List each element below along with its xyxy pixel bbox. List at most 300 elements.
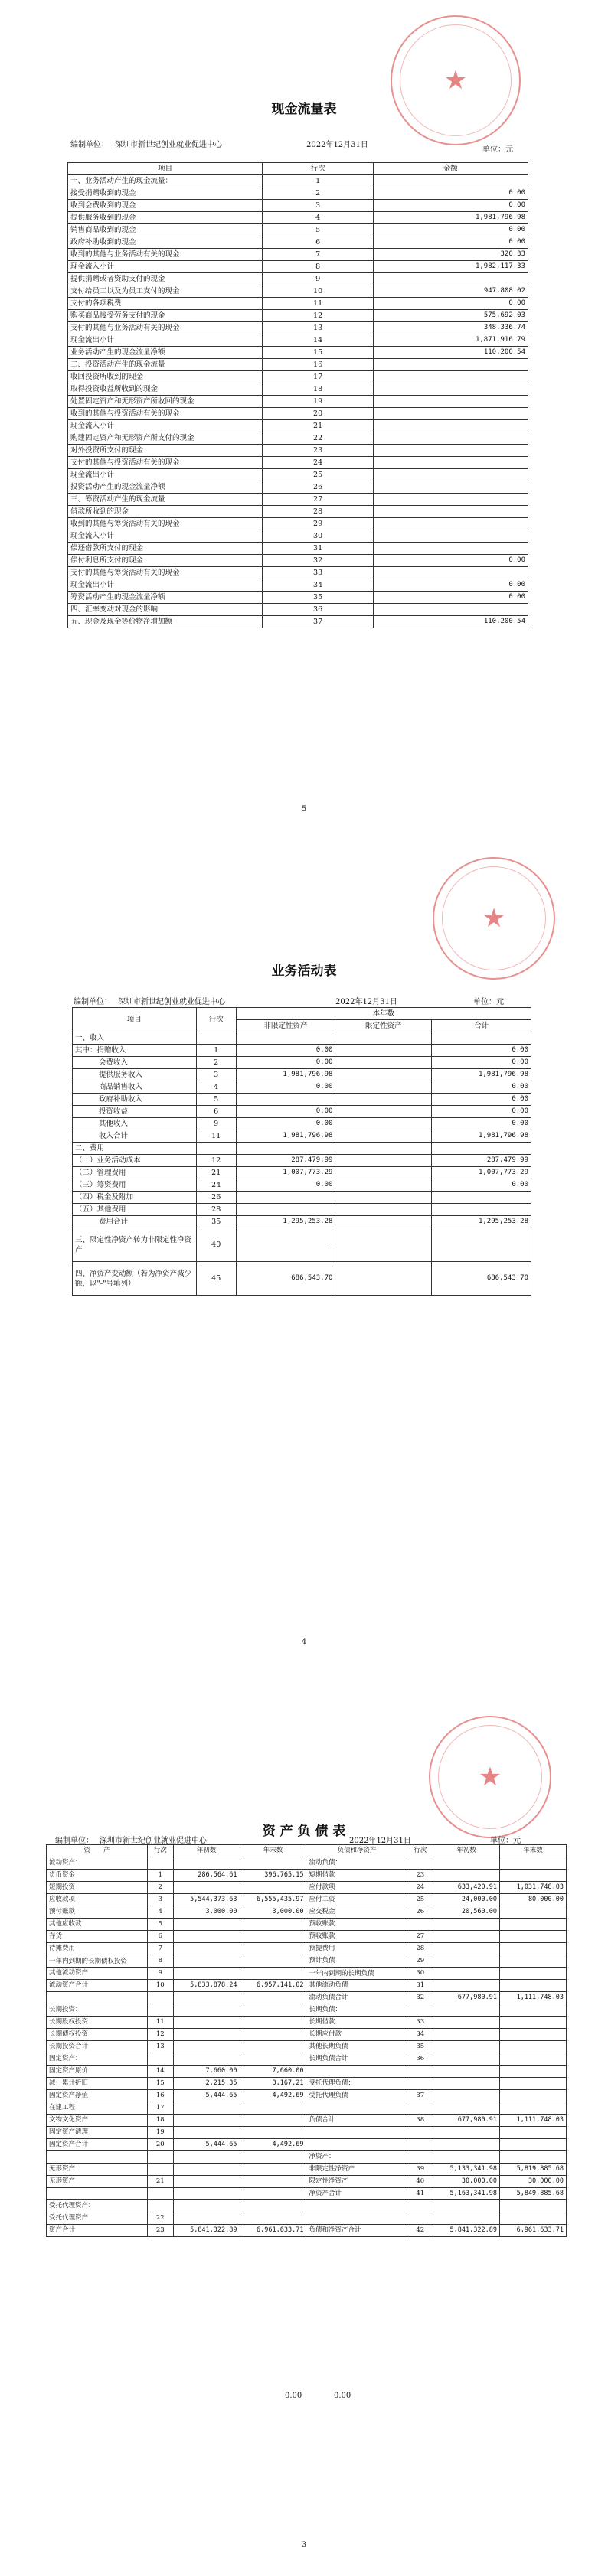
- row-item: 费用合计: [73, 1216, 197, 1228]
- liab-begin: [433, 1968, 500, 1980]
- row-amount: 1,871,916.79: [373, 334, 528, 347]
- col-header-amount: 金额: [373, 163, 528, 175]
- asset-item: 固定资产合计: [47, 2139, 148, 2151]
- table-row: [68, 322, 528, 334]
- row-amount: 0.00: [373, 579, 528, 592]
- liab-end: [499, 1968, 566, 1980]
- asset-line: 15: [148, 2078, 174, 2090]
- liab-begin: [433, 2102, 500, 2115]
- asset-item: 短期投资: [47, 1882, 148, 1894]
- row-line-no: 45: [196, 1262, 236, 1296]
- asset-item: 长期债权投资: [47, 2029, 148, 2041]
- asset-begin: [173, 1857, 240, 1870]
- asset-end: 3,167.21: [240, 2078, 306, 2090]
- table-row: [68, 359, 528, 371]
- table-row: [68, 236, 528, 249]
- asset-item: 在建工程: [47, 2102, 148, 2115]
- row-line-no: 34: [263, 579, 374, 592]
- table-row: [47, 2041, 567, 2053]
- table-row: [73, 1155, 531, 1167]
- row-unrestricted: 0.00: [236, 1179, 335, 1192]
- row-item: 偿付利息所支付的现金: [68, 555, 263, 567]
- liab-item: 净资产：: [306, 2151, 407, 2164]
- row-restricted: [335, 1216, 432, 1228]
- liab-end: [499, 1919, 566, 1931]
- asset-item: 固定资产净值: [47, 2090, 148, 2102]
- cash-flow-org-label: 编制单位： 深圳市新世纪创业就业促进中心: [70, 141, 222, 149]
- liab-item: 应付工资: [306, 1894, 407, 1906]
- table-row: [73, 1094, 531, 1106]
- row-line-no: 28: [196, 1204, 236, 1216]
- table-row: [47, 2017, 567, 2029]
- table-row: [68, 261, 528, 273]
- cash-flow-date: 2022年12月31日: [306, 141, 368, 149]
- liab-begin: [433, 2029, 500, 2041]
- liab-end: [499, 1870, 566, 1882]
- row-item: 收回投资所收到的现金: [68, 371, 263, 383]
- liab-line: 40: [407, 2176, 433, 2188]
- row-line-no: 12: [263, 310, 374, 322]
- asset-line: 13: [148, 2041, 174, 2053]
- row-amount: [373, 175, 528, 187]
- row-line-no: 9: [263, 273, 374, 285]
- row-item: 业务活动产生的现金流量净额: [68, 347, 263, 359]
- liab-end: 1,111,748.03: [499, 2115, 566, 2127]
- row-unrestricted: 1,007,773.29: [236, 1167, 335, 1179]
- table-row: [68, 285, 528, 298]
- asset-line: 18: [148, 2115, 174, 2127]
- asset-end: [240, 2188, 306, 2200]
- liab-line: 30: [407, 1968, 433, 1980]
- row-line-no: 22: [263, 432, 374, 445]
- liab-begin: [433, 1955, 500, 1968]
- liab-end: [499, 1857, 566, 1870]
- row-amount: [373, 518, 528, 530]
- table-row: [47, 1870, 567, 1882]
- row-line-no: 36: [263, 604, 374, 616]
- liab-line: 29: [407, 1955, 433, 1968]
- row-total: 0.00: [432, 1179, 531, 1192]
- table-row: [68, 604, 528, 616]
- row-item: 取得投资收益所收到的现金: [68, 383, 263, 396]
- row-line-no: 27: [263, 494, 374, 506]
- row-line-no: 13: [263, 322, 374, 334]
- row-item: 一、收入: [73, 1032, 197, 1045]
- liab-line: [407, 2066, 433, 2078]
- row-unrestricted: —: [236, 1228, 335, 1262]
- liab-begin: [433, 2127, 500, 2139]
- liab-end: 80,000.00: [499, 1894, 566, 1906]
- asset-item: 长期投资合计: [47, 2041, 148, 2053]
- liab-end: [499, 2078, 566, 2090]
- row-total: [432, 1228, 531, 1262]
- liab-begin: [433, 2004, 500, 2017]
- balance-date: 2022年12月31日: [349, 1837, 411, 1845]
- liab-begin: 30,000.00: [433, 2176, 500, 2188]
- row-amount: 0.00: [373, 592, 528, 604]
- balance-sheet-title: 资 产 负 债 表: [262, 1824, 346, 1839]
- liab-line: [407, 2004, 433, 2017]
- liab-item: 负债合计: [306, 2115, 407, 2127]
- row-item: 会费收入: [73, 1057, 197, 1069]
- table-row: [68, 383, 528, 396]
- table-row: [68, 420, 528, 432]
- asset-begin: [173, 1943, 240, 1955]
- row-item: 支付给员工以及为员工支付的现金: [68, 285, 263, 298]
- asset-item: 无形资产: [47, 2176, 148, 2188]
- liab-begin: 633,420.91: [433, 1882, 500, 1894]
- asset-line: 16: [148, 2090, 174, 2102]
- table-row: [47, 1955, 567, 1968]
- row-total: 1,295,253.28: [432, 1216, 531, 1228]
- row-amount: 0.00: [373, 555, 528, 567]
- col-header-item: 项目: [73, 1008, 197, 1032]
- asset-item: 文物文化资产: [47, 2115, 148, 2127]
- table-row: [68, 371, 528, 383]
- row-amount: [373, 457, 528, 469]
- row-line-no: 21: [196, 1167, 236, 1179]
- table-row: [68, 187, 528, 200]
- asset-item: 存货: [47, 1931, 148, 1943]
- liab-begin: [433, 1943, 500, 1955]
- row-amount: [373, 481, 528, 494]
- liab-end: [499, 2066, 566, 2078]
- row-amount: [373, 530, 528, 543]
- asset-item: 货币资金: [47, 1870, 148, 1882]
- asset-line: 3: [148, 1894, 174, 1906]
- asset-item: [47, 2151, 148, 2164]
- asset-item: [47, 1992, 148, 2004]
- asset-item: [47, 2188, 148, 2200]
- liab-line: 32: [407, 1992, 433, 2004]
- row-line-no: 5: [263, 224, 374, 236]
- row-amount: [373, 604, 528, 616]
- row-unrestricted: 0.00: [236, 1081, 335, 1094]
- row-amount: 575,692.03: [373, 310, 528, 322]
- col-header-restricted: 限定性资产: [335, 1020, 432, 1032]
- row-line-no: 14: [263, 334, 374, 347]
- liab-begin: [433, 1980, 500, 1992]
- liab-begin: [433, 1931, 500, 1943]
- asset-begin: [173, 1882, 240, 1894]
- asset-end: [240, 2102, 306, 2115]
- liab-line: 25: [407, 1894, 433, 1906]
- asset-line: [148, 2053, 174, 2066]
- row-item: （五）其他费用: [73, 1204, 197, 1216]
- row-line-no: 23: [263, 445, 374, 457]
- liab-item: 应付款项: [306, 1882, 407, 1894]
- row-line-no: 28: [263, 506, 374, 518]
- table-row: [47, 2225, 567, 2237]
- liab-item: 流动负债合计: [306, 1992, 407, 2004]
- col-header-line: 行次: [263, 163, 374, 175]
- table-row: [68, 396, 528, 408]
- asset-end: [240, 1968, 306, 1980]
- col-header-assets-0: 资 产: [47, 1845, 148, 1857]
- asset-begin: [173, 2200, 240, 2212]
- asset-item: 一年内到期的长期债权投资: [47, 1955, 148, 1968]
- row-item: 二、费用: [73, 1143, 197, 1155]
- liab-item: 受托代理负债：: [306, 2078, 407, 2090]
- liab-begin: [433, 2053, 500, 2066]
- asset-line: [148, 2004, 174, 2017]
- liab-item: 受托代理负债: [306, 2090, 407, 2102]
- table-row: [68, 543, 528, 555]
- asset-end: [240, 2151, 306, 2164]
- row-amount: [373, 371, 528, 383]
- liab-begin: [433, 2066, 500, 2078]
- table-row: [68, 249, 528, 261]
- asset-line: 11: [148, 2017, 174, 2029]
- liab-begin: 677,980.91: [433, 1992, 500, 2004]
- liab-line: 41: [407, 2188, 433, 2200]
- row-item: 筹资活动产生的现金流量净额: [68, 592, 263, 604]
- table-row: [68, 432, 528, 445]
- col-header-line-5: 行次: [407, 1845, 433, 1857]
- row-item: 收入合计: [73, 1130, 197, 1143]
- liab-line: 31: [407, 1980, 433, 1992]
- row-amount: [373, 420, 528, 432]
- asset-end: 6,957,141.02: [240, 1980, 306, 1992]
- asset-line: 22: [148, 2212, 174, 2225]
- row-amount: [373, 567, 528, 579]
- table-row: [47, 1931, 567, 1943]
- table-row: [47, 2066, 567, 2078]
- liab-line: 24: [407, 1882, 433, 1894]
- row-unrestricted: 287,479.99: [236, 1155, 335, 1167]
- table-row: [68, 175, 528, 187]
- row-line-no: 16: [263, 359, 374, 371]
- table-row: [68, 334, 528, 347]
- col-header-item: 项目: [68, 163, 263, 175]
- row-line-no: 24: [263, 457, 374, 469]
- row-item: 四、净资产变动额（若为净资产减少额，以"-"号填列）: [73, 1262, 197, 1296]
- asset-end: [240, 2127, 306, 2139]
- row-item: 政府补助收到的现金: [68, 236, 263, 249]
- asset-begin: [173, 2127, 240, 2139]
- asset-line: 20: [148, 2139, 174, 2151]
- row-item: 购买商品接受劳务支付的现金: [68, 310, 263, 322]
- row-unrestricted: [236, 1032, 335, 1045]
- liab-end: [499, 2090, 566, 2102]
- liab-end: 1,111,748.03: [499, 1992, 566, 2004]
- table-row: [68, 212, 528, 224]
- table-row: [73, 1192, 531, 1204]
- row-line-no: 7: [263, 249, 374, 261]
- col-header-total: 合计: [432, 1020, 531, 1032]
- row-item: 政府补助收入: [73, 1094, 197, 1106]
- liab-line: 26: [407, 1906, 433, 1919]
- asset-begin: 286,564.61: [173, 1870, 240, 1882]
- asset-end: 4,492.69: [240, 2139, 306, 2151]
- liab-line: [407, 2102, 433, 2115]
- row-restricted: [335, 1057, 432, 1069]
- liab-line: 28: [407, 1943, 433, 1955]
- row-line-no: 12: [196, 1155, 236, 1167]
- asset-begin: 2,215.35: [173, 2078, 240, 2090]
- asset-end: [240, 2017, 306, 2029]
- table-row: [47, 2176, 567, 2188]
- asset-line: 8: [148, 1955, 174, 1968]
- col-header-line: 行次: [196, 1008, 236, 1032]
- asset-begin: [173, 2164, 240, 2176]
- row-item: 提供服务收入: [73, 1069, 197, 1081]
- liab-item: [306, 2066, 407, 2078]
- asset-begin: 5,833,878.24: [173, 1980, 240, 1992]
- row-line-no: 26: [196, 1192, 236, 1204]
- row-restricted: [335, 1045, 432, 1057]
- liab-item: 短期借款: [306, 1870, 407, 1882]
- asset-line: 5: [148, 1919, 174, 1931]
- liab-begin: [433, 2139, 500, 2151]
- table-row: [47, 2029, 567, 2041]
- asset-item: 长期投资：: [47, 2004, 148, 2017]
- table-row: [73, 1081, 531, 1094]
- asset-end: [240, 1919, 306, 1931]
- asset-item: 待摊费用: [47, 1943, 148, 1955]
- liab-begin: [433, 2212, 500, 2225]
- liab-item: 长期负债：: [306, 2004, 407, 2017]
- table-row: [47, 2164, 567, 2176]
- row-amount: [373, 432, 528, 445]
- asset-line: [148, 2188, 174, 2200]
- page-number: 4: [301, 1638, 307, 1646]
- table-row: [47, 2151, 567, 2164]
- row-restricted: [335, 1228, 432, 1262]
- row-amount: 110,200.54: [373, 616, 528, 628]
- asset-line: [148, 1992, 174, 2004]
- row-item: 其他收入: [73, 1118, 197, 1130]
- activity-org-label: 编制单位： 深圳市新世纪创业就业促进中心: [74, 998, 225, 1006]
- table-row: [73, 1106, 531, 1118]
- asset-line: 17: [148, 2102, 174, 2115]
- table-row: [68, 579, 528, 592]
- table-row: [68, 555, 528, 567]
- liab-line: 27: [407, 1931, 433, 1943]
- organization-seal: [391, 15, 521, 145]
- row-item: 现金流出小计: [68, 334, 263, 347]
- asset-end: [240, 2041, 306, 2053]
- liab-end: [499, 1906, 566, 1919]
- asset-end: [240, 2176, 306, 2188]
- table-row: [68, 347, 528, 359]
- row-amount: 0.00: [373, 224, 528, 236]
- table-row: [68, 567, 528, 579]
- liab-item: 预收账款: [306, 1919, 407, 1931]
- asset-begin: [173, 2188, 240, 2200]
- table-row: [47, 2115, 567, 2127]
- col-header-begin-2: 年初数: [173, 1845, 240, 1857]
- asset-begin: [173, 2041, 240, 2053]
- asset-end: 6,961,633.71: [240, 2225, 306, 2237]
- row-item: （一）业务活动成本: [73, 1155, 197, 1167]
- table-row: [73, 1216, 531, 1228]
- liab-begin: [433, 2078, 500, 2090]
- asset-item: 预付账款: [47, 1906, 148, 1919]
- liab-begin: [433, 2017, 500, 2029]
- liab-line: [407, 1919, 433, 1931]
- table-row: [73, 1069, 531, 1081]
- row-item: 支付的其他与投资活动有关的现金: [68, 457, 263, 469]
- asset-begin: [173, 1919, 240, 1931]
- row-amount: 1,981,796.98: [373, 212, 528, 224]
- asset-line: [148, 2164, 174, 2176]
- liab-item: 非限定性净资产: [306, 2164, 407, 2176]
- asset-end: [240, 2004, 306, 2017]
- liab-item: [306, 2212, 407, 2225]
- table-row: [47, 2139, 567, 2151]
- row-amount: 320.33: [373, 249, 528, 261]
- table-header-row: [47, 1845, 567, 1857]
- row-unrestricted: 0.00: [236, 1106, 335, 1118]
- row-item: 现金流出小计: [68, 469, 263, 481]
- row-restricted: [335, 1069, 432, 1081]
- liab-end: 1,031,748.03: [499, 1882, 566, 1894]
- asset-line: 21: [148, 2176, 174, 2188]
- row-total: 0.00: [432, 1045, 531, 1057]
- asset-end: [240, 2029, 306, 2041]
- row-item: 支付的其他与业务活动有关的现金: [68, 322, 263, 334]
- asset-item: 应收款项: [47, 1894, 148, 1906]
- table-row: [68, 457, 528, 469]
- table-row: [47, 1980, 567, 1992]
- row-amount: 0.00: [373, 187, 528, 200]
- table-row: [47, 1857, 567, 1870]
- row-line-no: 26: [263, 481, 374, 494]
- row-line-no: 11: [196, 1130, 236, 1143]
- row-total: 1,981,796.98: [432, 1130, 531, 1143]
- col-header-unrestricted: 非限定性资产: [236, 1020, 335, 1032]
- row-total: 0.00: [432, 1118, 531, 1130]
- liab-item: 长期借款: [306, 2017, 407, 2029]
- liab-line: [407, 2212, 433, 2225]
- col-header-end-3: 年末数: [240, 1845, 306, 1857]
- row-unrestricted: 686,543.70: [236, 1262, 335, 1296]
- row-amount: [373, 469, 528, 481]
- row-item: 现金流入小计: [68, 261, 263, 273]
- liab-begin: 5,163,341.98: [433, 2188, 500, 2200]
- row-line-no: 35: [263, 592, 374, 604]
- row-total: 0.00: [432, 1057, 531, 1069]
- liab-item: 预收账款: [306, 1931, 407, 1943]
- row-amount: 1,982,117.33: [373, 261, 528, 273]
- row-unrestricted: 1,981,796.98: [236, 1130, 335, 1143]
- asset-end: 3,000.00: [240, 1906, 306, 1919]
- balance-sheet-page: [0, 1684, 608, 2576]
- row-item: 投资活动产生的现金流量净额: [68, 481, 263, 494]
- table-row: [47, 2053, 567, 2066]
- liab-item: 流动负债：: [306, 1857, 407, 1870]
- row-restricted: [335, 1106, 432, 1118]
- liab-line: 23: [407, 1870, 433, 1882]
- asset-end: 396,765.15: [240, 1870, 306, 1882]
- liab-end: 5,819,885.68: [499, 2164, 566, 2176]
- row-item: 二、投资活动产生的现金流量: [68, 359, 263, 371]
- row-restricted: [335, 1118, 432, 1130]
- asset-line: 1: [148, 1870, 174, 1882]
- cash-flow-currency: 单位：元: [482, 145, 513, 154]
- row-item: 三、筹资活动产生的现金流量: [68, 494, 263, 506]
- table-row: [47, 1943, 567, 1955]
- asset-begin: [173, 1968, 240, 1980]
- row-unrestricted: 0.00: [236, 1045, 335, 1057]
- liab-end: [499, 2041, 566, 2053]
- row-line-no: 29: [263, 518, 374, 530]
- row-total: 1,981,796.98: [432, 1069, 531, 1081]
- asset-item: 流动资产合计: [47, 1980, 148, 1992]
- table-row: [47, 1882, 567, 1894]
- liab-item: [306, 2127, 407, 2139]
